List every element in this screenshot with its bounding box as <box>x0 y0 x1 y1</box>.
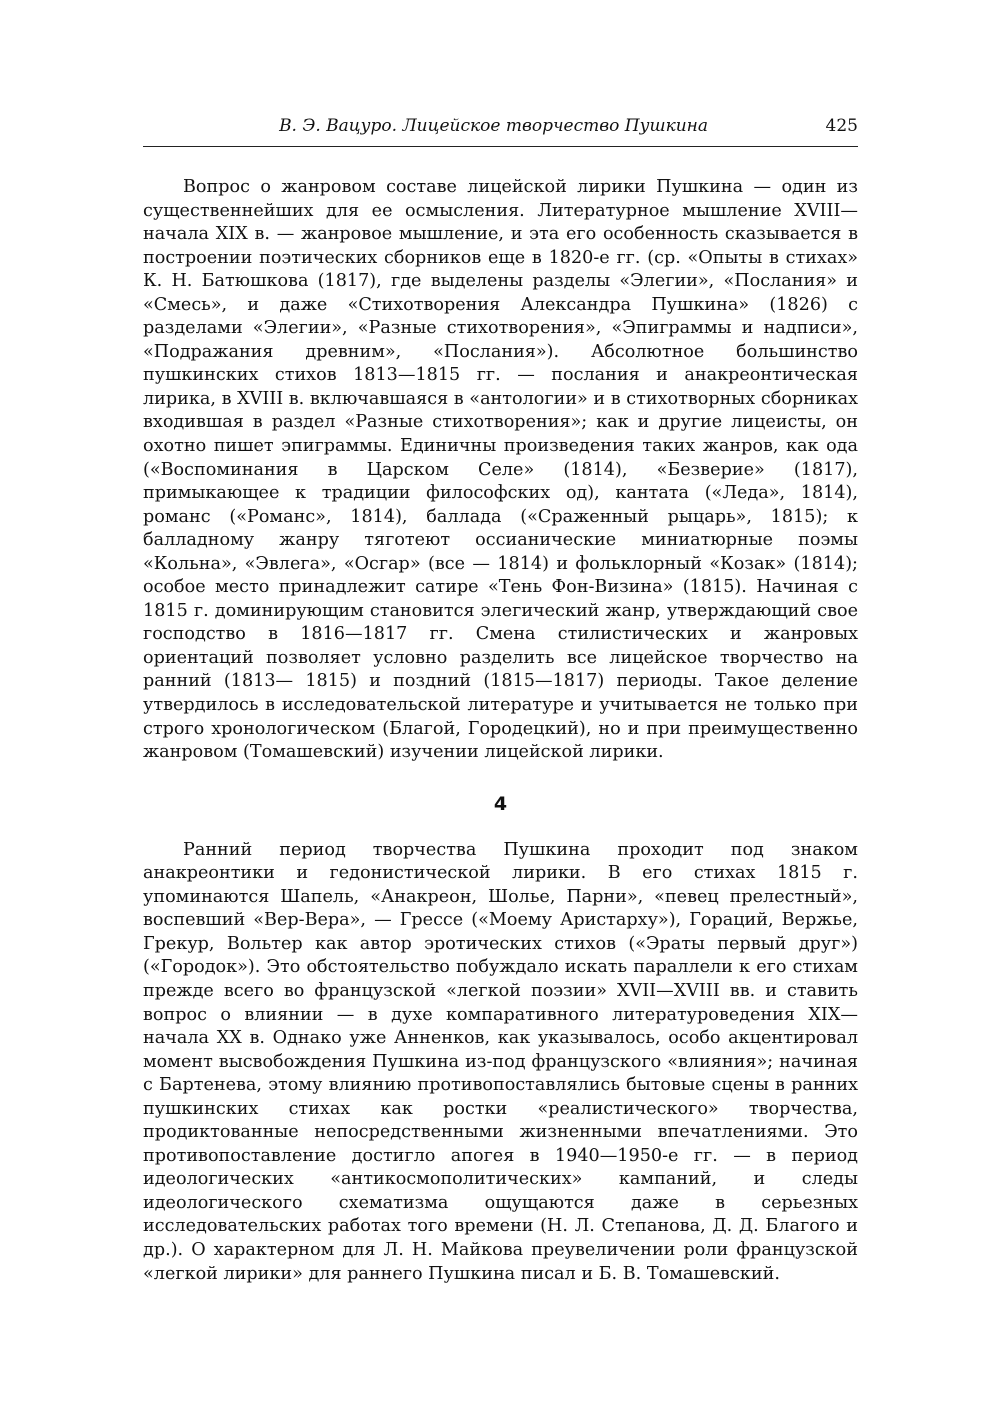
running-head-title: В. Э. Вацуро. Лицейское творчество Пушкина <box>279 116 708 136</box>
page-number: 425 <box>825 116 858 136</box>
paragraph-1: Вопрос о жанровом составе лицейской лирики Пушкина — один из существеннейших для ее осмысления. Литературное мышление XVIII— начала XIX в. — жанровое мышление, и эта его особенность сказывается в построении поэтических сборников еще в 1820-е гг. (ср. «Опыты в стихах» К. Н. Батюшкова (1817), где выделены разделы «Элегии», «Послания» и «Смесь», и даже «Стихотворения Александра Пушкина» (1826) с разделами «Элегии», «Разные стихотворения», «Эпиграммы и надписи», «Подражания древним», «Послания»). Абсолютное большинство пушкинских стихов 1813—1815 гг. — послания и анакреонтическая лирика, в XVIII в. включавшаяся в «антологии» и в стихотворных сборниках входившая в раздел «Разные стихотворения»; как и другие лицеисты, он охотно пишет эпиграммы. Единичны произведения таких жанров, как ода («Воспоминания в Царском Селе» (1814), «Безверие» (1817), примыкающее к традиции философских од), кантата («Леда», 1814), романс («Романс», 1814), баллада («Сраженный рыцарь», 1815); к балладному жанру тяготеют оссианические миниатюрные поэмы «Кольна», «Эвлега», «Осгар» (все — 1814) и фольклорный «Козак» (1814); особое место принадлежит сатире «Тень Фон-Визина» (1815). Начиная с 1815 г. доминирующим становится элегический жанр, утверждающий свое господство в 1816—1817 гг. Смена стилистических и жанровых ориентаций позволяет условно разделить все лицейское творчество на ранний (1813— 1815) и поздний (1815—1817) периоды. Такое деление утвердилось в исследовательской литературе и учитывается не только при строго хронологическом (Благой, Городецкий), но и при преимущественно жанровом (Томашевский) изучении лицейской лирики. <box>143 177 858 763</box>
page <box>143 112 858 1286</box>
body-text <box>143 176 858 1286</box>
paragraph-2: Ранний период творчества Пушкина проходит под знаком анакреонтики и гедонистической лирики. В его стихах 1815 г. упоминаются Шапель, «Анакреон, Шолье, Парни», «певец прелестный», воспевший «Вер-Вера», — Грессе («Моему Аристарху»), Гораций, Вержье, Грекур, Вольтер как автор эротических стихов («Эраты первый друг») («Городок»). Это обстоятельство побуждало искать параллели к его стихам прежде всего во французской «легкой поэзии» XVII—XVIII вв. и ставить вопрос о влиянии — в духе компаративного литературоведения XIX—начала XX в. Однако уже Анненков, как указывалось, особо акцентировал момент высвобождения Пушкина из-под французского «влияния»; начиная с Бартенева, этому влиянию противопоставлялись бытовые сцены в ранних пушкинских стихах как ростки «реалистического» творчества, продиктованные непосредственными жизненными впечатлениями. Это противопоставление достигло апогея в 1940—1950-е гг. — в период идеологических «антикосмополитических» кампаний, и следы идеологического схематизма ощущаются даже в серьезных исследовательских работах того времени (Н. Л. Степанова, Д. Д. Благого и др.). О характерном для Л. Н. Майкова преувеличении роли французской «легкой лирики» для раннего Пушкина писал и Б. В. Томашевский. <box>143 839 858 1284</box>
section-heading: 4 <box>493 792 508 815</box>
running-head <box>143 112 858 147</box>
